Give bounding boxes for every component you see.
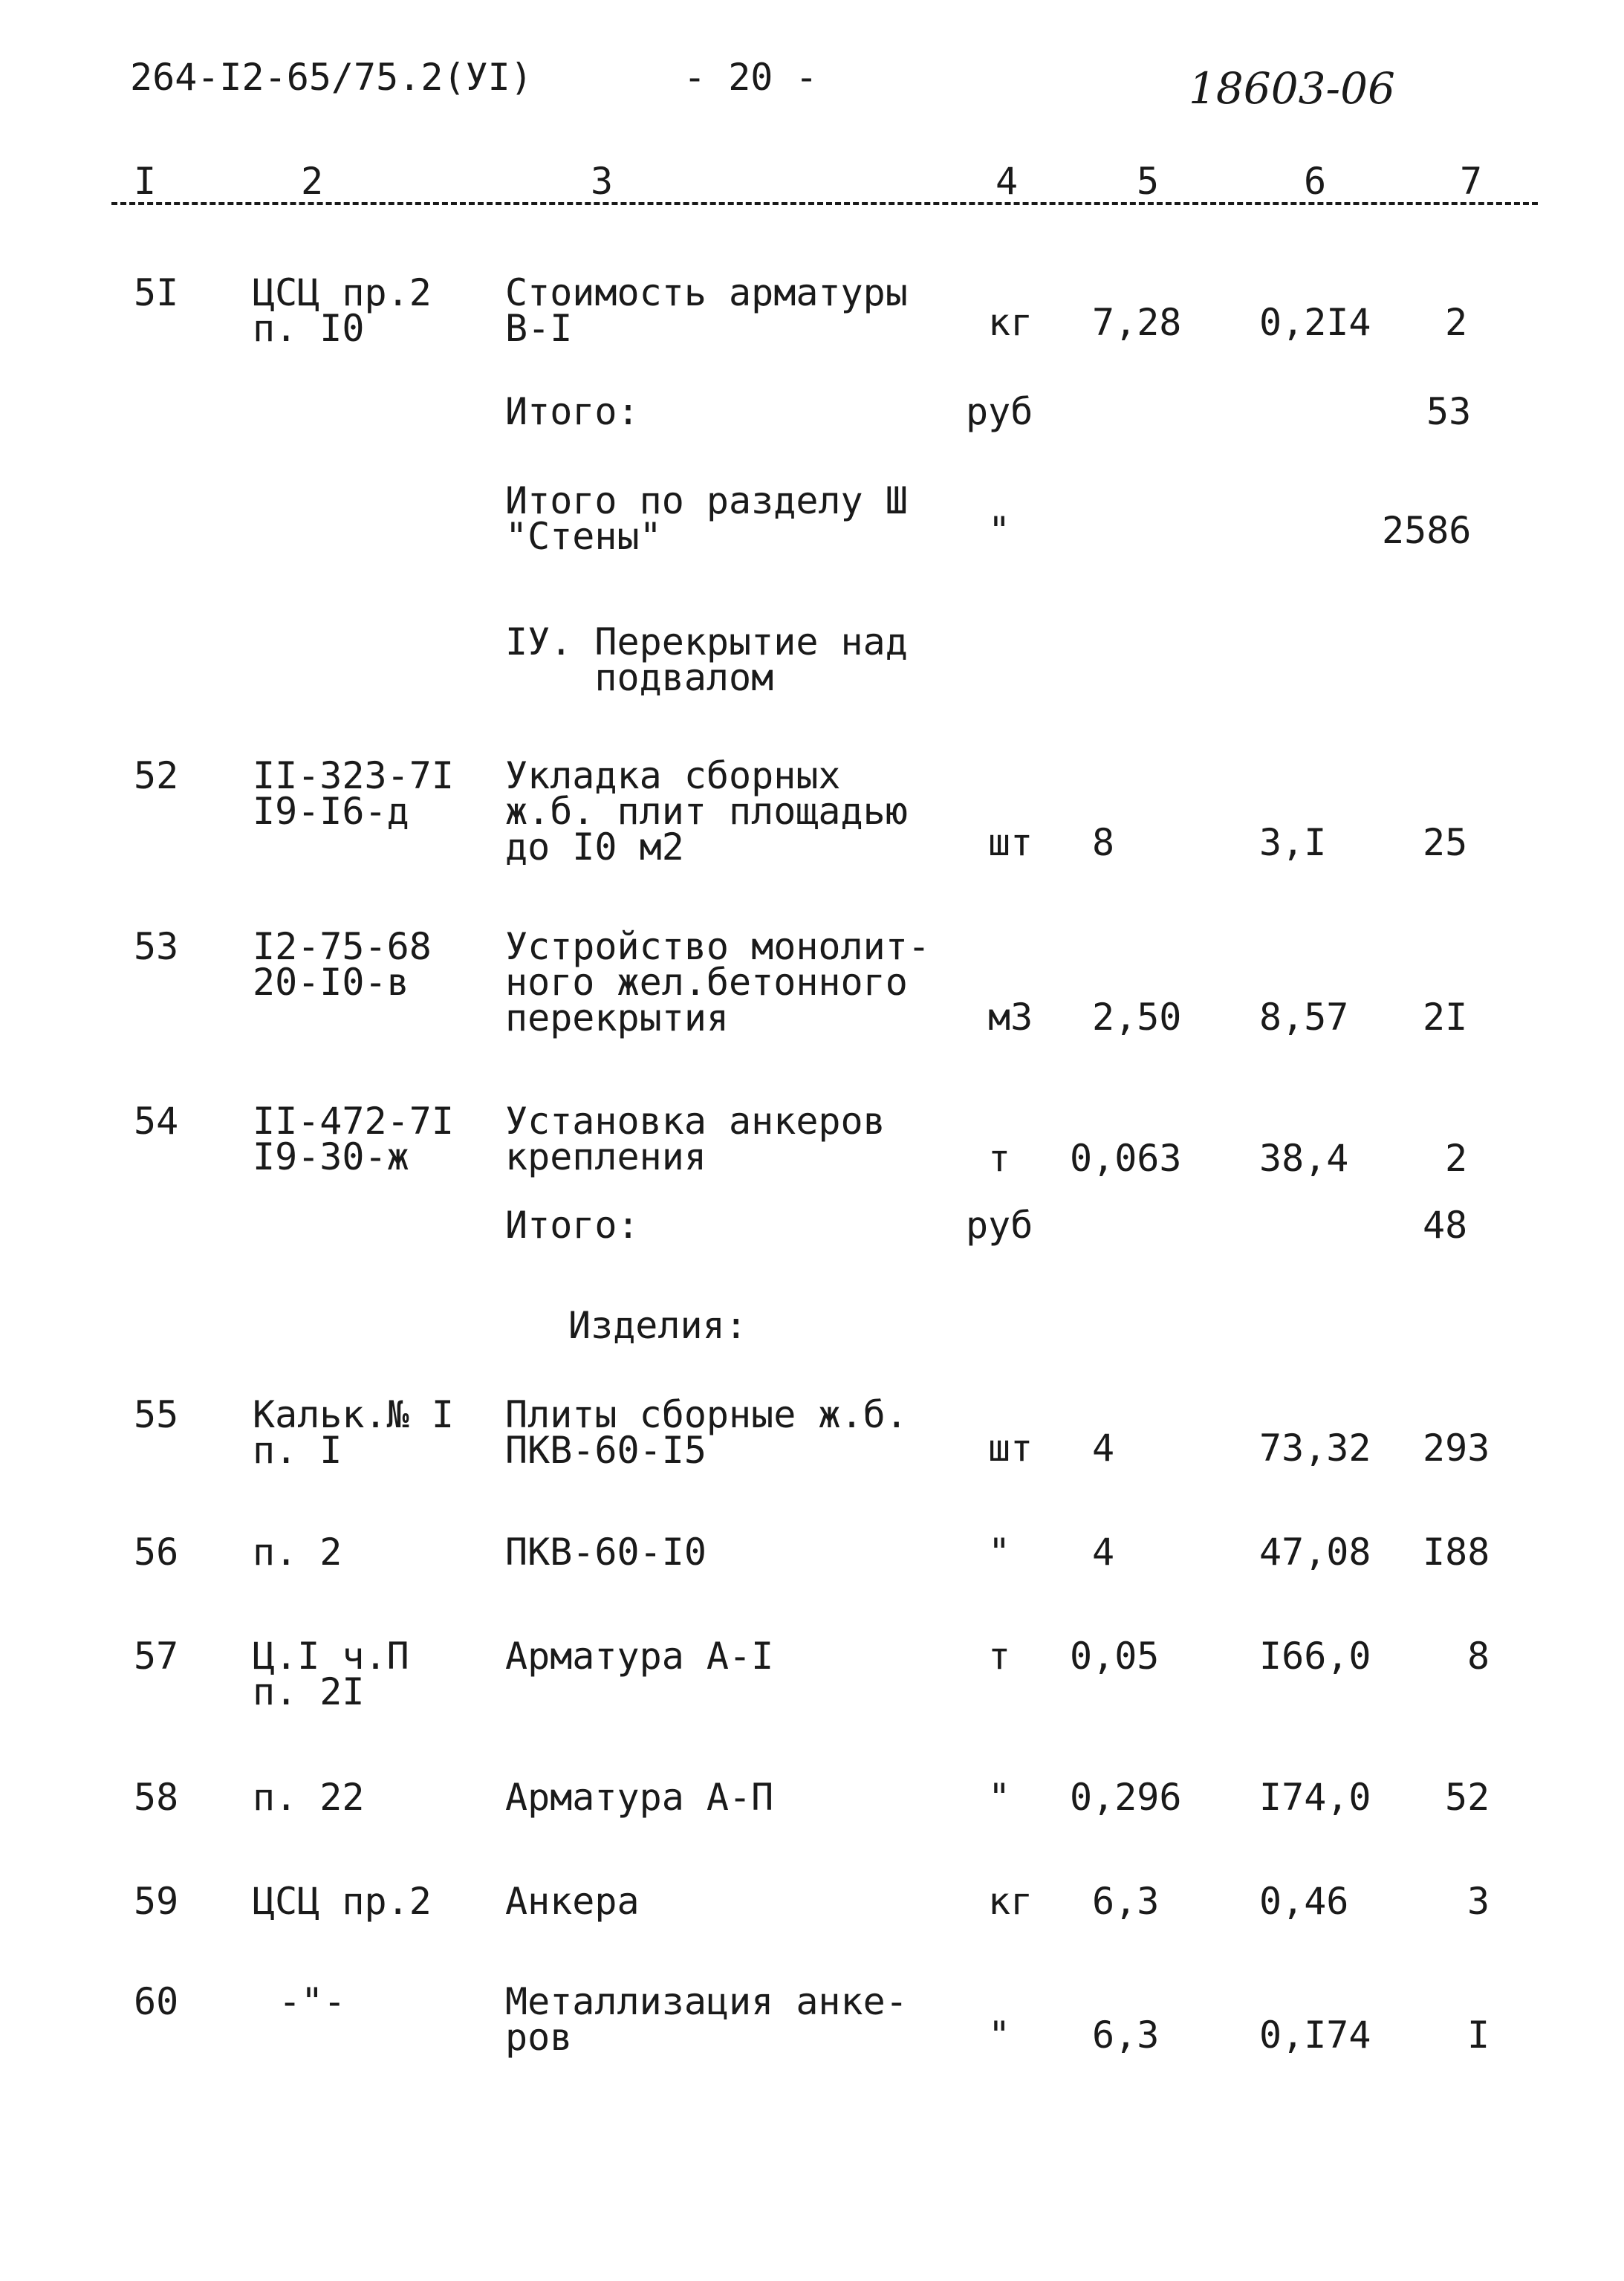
row-total: 52 (1445, 1776, 1490, 1819)
row-reference: II-323-7I I9-I6-д (253, 754, 454, 833)
row-description: Итого: (505, 1204, 640, 1247)
row-number: 52 (134, 754, 179, 797)
row-total: 3 (1467, 1880, 1490, 1923)
row-unit: кг (988, 301, 1033, 344)
row-reference: п. 2 (253, 1531, 342, 1574)
row-price: 73,32 (1259, 1427, 1371, 1470)
row-number: 53 (134, 925, 179, 968)
row-unit: руб (966, 390, 1033, 433)
row-description: Арматура А-П (505, 1776, 774, 1819)
section-heading: IУ. Перекрытие над подвалом (505, 620, 908, 699)
row-total: I (1467, 2014, 1490, 2057)
header-dashed-rule (111, 202, 1538, 205)
subsection-heading: Изделия: (568, 1304, 747, 1347)
row-number: 55 (134, 1393, 179, 1436)
row-description: Арматура А-I (505, 1635, 774, 1678)
row-description: Укладка сборных ж.б. плит площадью до I0 м2 (505, 754, 908, 869)
row-reference: I2-75-68 20-I0-в (253, 925, 432, 1004)
row-reference: п. 22 (253, 1776, 365, 1819)
document-code: 264-I2-65/75.2(УI) (130, 56, 533, 99)
row-number: 54 (134, 1100, 179, 1143)
row-unit: т (988, 1137, 1011, 1180)
row-description: Плиты сборные ж.б. ПКВ-60-I5 (505, 1393, 908, 1472)
row-number: 56 (134, 1531, 179, 1574)
row-price: 0,2I4 (1259, 301, 1371, 344)
row-reference: ЦСЦ пр.2 (253, 1880, 432, 1923)
row-quantity: 0,05 (1070, 1635, 1160, 1678)
row-reference: Кальк.№ I п. I (253, 1393, 454, 1472)
row-price: I66,0 (1259, 1635, 1371, 1678)
row-quantity: 6,3 (1092, 1880, 1160, 1923)
row-unit: т (988, 1635, 1011, 1678)
row-total: 53 (1426, 390, 1472, 433)
row-number: 59 (134, 1880, 179, 1923)
row-total: 2586 (1382, 509, 1472, 552)
row-reference: -"- (279, 1980, 346, 2023)
row-number: 57 (134, 1635, 179, 1678)
row-quantity: 4 (1092, 1427, 1115, 1470)
row-number: 60 (134, 1980, 179, 2023)
page-number: - 20 - (683, 56, 818, 99)
row-total: 25 (1423, 821, 1468, 864)
row-unit: руб (966, 1204, 1033, 1247)
row-unit: " (988, 1776, 1011, 1819)
row-description: Установка анкеров крепления (505, 1100, 886, 1178)
row-quantity: 2,50 (1092, 996, 1182, 1039)
row-number: 58 (134, 1776, 179, 1819)
column-header-4: 4 (995, 160, 1019, 203)
row-total: 293 (1423, 1427, 1490, 1470)
row-quantity: 8 (1092, 821, 1115, 864)
column-header-7: 7 (1460, 160, 1483, 203)
row-price: 0,I74 (1259, 2014, 1371, 2057)
row-description: Стоимость арматуры В-I (505, 271, 908, 350)
row-quantity: 4 (1092, 1531, 1115, 1574)
row-total: 2I (1423, 996, 1468, 1039)
row-unit: шт (988, 821, 1033, 864)
row-price: 38,4 (1259, 1137, 1349, 1180)
row-description: Итого по разделу Ш "Стены" (505, 479, 908, 558)
row-total: I88 (1423, 1531, 1490, 1574)
row-description: Металлизация анке- ров (505, 1980, 908, 2059)
row-reference: II-472-7I I9-30-ж (253, 1100, 454, 1178)
row-total: 2 (1445, 301, 1468, 344)
row-number: 5I (134, 271, 179, 314)
row-quantity: 7,28 (1092, 301, 1182, 344)
row-unit: " (988, 2014, 1011, 2057)
row-price: 8,57 (1259, 996, 1349, 1039)
row-description: ПКВ-60-I0 (505, 1531, 707, 1574)
column-header-1: I (134, 160, 157, 203)
row-total: 8 (1467, 1635, 1490, 1678)
handwritten-number: 18603-06 (1189, 63, 1395, 114)
row-reference: ЦСЦ пр.2 п. I0 (253, 271, 432, 350)
row-unit: " (988, 1531, 1011, 1574)
row-description: Анкера (505, 1880, 640, 1923)
row-unit: м3 (988, 996, 1033, 1039)
row-price: I74,0 (1259, 1776, 1371, 1819)
row-unit: шт (988, 1427, 1033, 1470)
row-description: Устройство монолит- ного жел.бетонного перекрытия (505, 925, 930, 1039)
column-header-2: 2 (301, 160, 324, 203)
column-header-3: 3 (591, 160, 614, 203)
row-quantity: 0,296 (1070, 1776, 1182, 1819)
column-header-5: 5 (1137, 160, 1160, 203)
row-price: 47,08 (1259, 1531, 1371, 1574)
row-unit: кг (988, 1880, 1033, 1923)
row-quantity: 0,063 (1070, 1137, 1182, 1180)
row-total: 2 (1445, 1137, 1468, 1180)
row-price: 0,46 (1259, 1880, 1349, 1923)
row-quantity: 6,3 (1092, 2014, 1160, 2057)
row-price: 3,I (1259, 821, 1327, 864)
column-header-6: 6 (1304, 160, 1327, 203)
row-unit: " (988, 509, 1011, 552)
row-total: 48 (1423, 1204, 1468, 1247)
row-reference: Ц.I ч.П п. 2I (253, 1635, 409, 1713)
row-description: Итого: (505, 390, 640, 433)
